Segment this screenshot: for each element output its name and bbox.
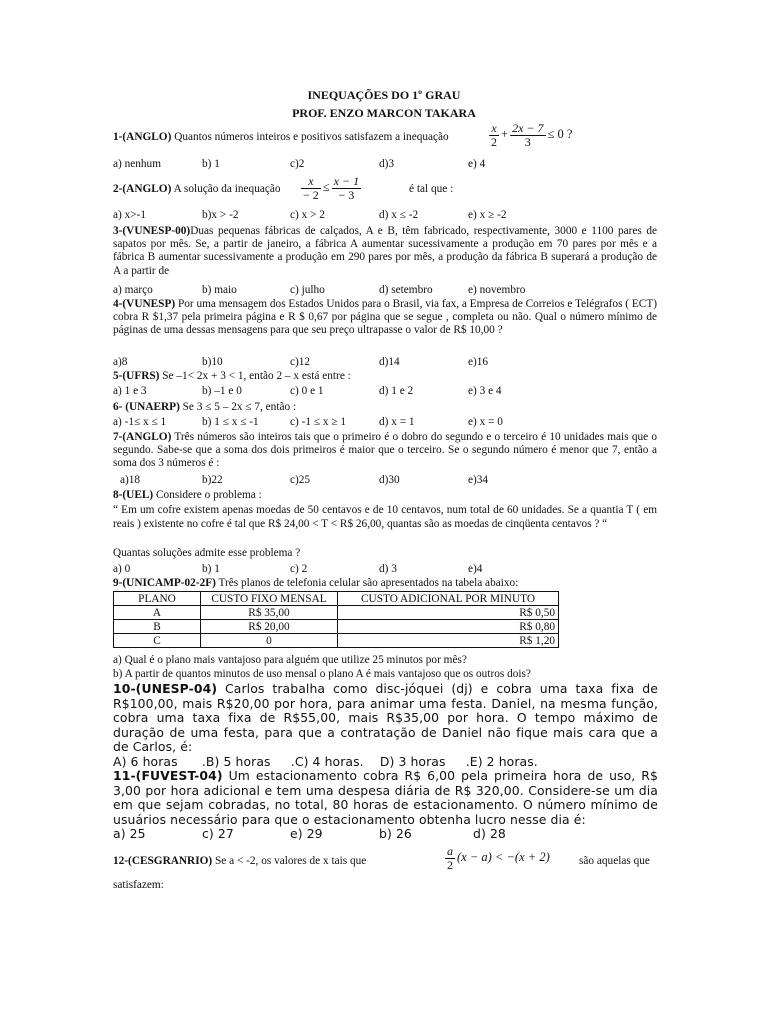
- question-10: 10-(UNESP-04) Carlos trabalha como disc-jóquei (dj) e cobra uma taxa fixa de R$100,00, mais R$20,00 por hora, para animar uma festa. Daniel, na mesma função, cobra uma taxa fixa de R$55,00, mais R$35,00 por hora. O tempo máximo de duração de uma festa, para que a contratação de Daniel não fique mais cara que a de Carlos, é:: [113, 681, 658, 755]
- fraction-1b: $\frac{2x - 7}{3}$: [512, 121, 544, 149]
- question-5: 5-(UFRS) Se –1< 2x + 3 < 1, então 2 – x está entre :: [113, 370, 351, 382]
- question-4-options: a)8 b)10 c)12 d)14 e)16: [113, 356, 489, 368]
- question-9-part-b: b) A partir de quantos minutos de uso mensal o plano A é mais vantajoso que os outros dois?: [113, 668, 531, 680]
- question-7-options: a)18 b)22 c)25 d)30 e)34: [120, 474, 489, 486]
- table-cell: R$ 0,50: [338, 606, 559, 620]
- question-8: 8-(UEL) Considere o problema :: [113, 489, 262, 501]
- table-row: [114, 606, 559, 620]
- table-header: CUSTO ADICIONAL POR MINUTO: [338, 592, 559, 606]
- question-8-ask: Quantas soluções admite esse problema ?: [113, 547, 301, 559]
- question-3-options: a) março b) maio c) julho d) setembro e) novembro: [113, 284, 526, 296]
- table-header: CUSTO FIXO MENSAL: [201, 592, 338, 606]
- question-6: 6- (UNAERP) Se 3 ≤ 5 – 2x ≤ 7, então :: [113, 401, 297, 413]
- question-8-options: a) 0 b) 1 c) 2 d) 3 e)4: [113, 563, 483, 575]
- table-cell: R$ 20,00: [201, 620, 338, 634]
- question-4: 4-(VUNESP) Por uma mensagem dos Estados Unidos para o Brasil, via fax, a Empresa de Correios e Telégrafos ( ECT) cobra R $1,37 pela primeira página e R $ 0,67 por página que se segue , completa ou não. Qual o número mínimo de páginas de uma dessas mensagens para que seu preço ultrapasse o valor de R$ 10,00 ?: [113, 298, 657, 337]
- option-d: d)3: [379, 158, 395, 170]
- plans-table: [113, 591, 559, 648]
- question-7: 7-(ANGLO) Três números são inteiros tais que o primeiro é o dobro do segundo e o terceiro é 10 unidades mais que o segundo. Sabe-se que a soma dos dois primeiros é maior que o terceiro. Se o segundo número é menor que 7, então a soma dos 3 números é :: [113, 431, 657, 470]
- table-cell: R$ 35,00: [201, 606, 338, 620]
- table-cell: C: [114, 634, 201, 648]
- question-10-options: A) 6 horas .B) 5 horas .C) 4 horas. D) 3 horas .E) 2 horas.: [113, 754, 538, 769]
- question-6-options: a) -1≤ x ≤ 1 b) 1 ≤ x ≤ -1 c) -1 ≤ x ≥ 1 d) x = 1 e) x = 0: [113, 416, 503, 428]
- table-cell: 0: [201, 634, 338, 648]
- question-3: 3-(VUNESP-00)Duas pequenas fábricas de calçados, A e B, têm fabricado, respectivamente, 3000 e 1100 pares de sapatos por mês. Se, a partir de janeiro, a fábrica A aumentar sucessivamente a produção em 70 pares por mês e a fábrica B aumentar sucessivamente a produção em 290 pares por mês, a produção da fábrica B superará a produção de A a partir de: [113, 225, 657, 277]
- document-title: INEQUAÇÕES DO 1º GRAU: [307, 88, 461, 102]
- table-row: [114, 620, 559, 634]
- option-b: b) 1: [202, 158, 220, 170]
- question-1-inequality: $\frac{x}{2}$ + $\frac{2x - 7}{3}$ ≤ 0 ?: [491, 121, 573, 149]
- question-12-inequality: $\frac{a}{2}$ (x − a) < −(x + 2): [447, 844, 550, 872]
- table-header: PLANO: [114, 592, 201, 606]
- option-e: e) 4: [468, 158, 486, 170]
- question-11-options: a) 25 c) 27 e) 29 b) 26 d) 28: [113, 826, 506, 841]
- option-a: a) nenhum: [113, 158, 161, 170]
- question-11: 11-(FUVEST-04) Um estacionamento cobra R$ 6,00 pela primeira hora de uso, R$ 3,00 por hora adicional e tem uma despesa diária de R$ 320,00. Considere-se um dia em que sejam cobradas, no total, 80 horas de estacionamento. O número mínimo de usuários necessário para que o estacionamento obtenha lucro nesse dia é:: [113, 768, 658, 827]
- question-1-text: Quantos números inteiros e positivos satisfazem a inequação: [171, 131, 449, 143]
- question-12: 12-(CESGRANRIO) Se a < -2, os valores de x tais que $\frac{a}{2}$ (x − a) < −(x + 2) são aquelas que: [113, 844, 650, 872]
- document-author: PROF. ENZO MARCON TAKARA: [292, 106, 476, 120]
- question-9-part-a: a) Qual é o plano mais vantajoso para alguém que utilize 25 minutos por mês?: [113, 654, 467, 666]
- table-row: [114, 634, 559, 648]
- fraction-1a: $\frac{x}{2}$: [491, 121, 497, 149]
- table-cell: A: [114, 606, 201, 620]
- table-cell: R$ 1,20: [338, 634, 559, 648]
- question-1-options: [113, 158, 673, 172]
- table-cell: R$ 0,80: [338, 620, 559, 634]
- question-12-tail: satisfazem:: [113, 879, 164, 891]
- question-2-number: 2-(ANGLO): [113, 183, 172, 195]
- question-2-options: a) x>-1 b)x > -2 c) x > 2 d) x ≤ -2 e) x ≥ -2: [113, 209, 507, 221]
- question-1-number: 1-(ANGLO): [113, 131, 172, 143]
- table-cell: B: [114, 620, 201, 634]
- question-2-text: A solução da inequação: [171, 183, 281, 195]
- question-2-inequality: $\frac{x}{- 2}$ ≤ $\frac{x - 1}{- 3}$: [303, 174, 360, 202]
- question-2: 2-(ANGLO) A solução da inequação $\frac{x}{- 2}$ ≤ $\frac{x - 1}{- 3}$ é tal que :: [113, 174, 454, 202]
- table-header-row: [114, 592, 559, 606]
- question-9: 9-(UNICAMP-02-2F) Três planos de telefonia celular são apresentados na tabela abaixo:: [113, 577, 519, 589]
- question-1: [113, 122, 657, 152]
- question-5-options: a) 1 e 3 b) –1 e 0 c) 0 e 1 d) 1 e 2 e) 3 e 4: [113, 385, 502, 397]
- option-c: c)2: [290, 158, 305, 170]
- question-8-quote: “ Em um cofre existem apenas moedas de 50 centavos e de 10 centavos, num total de 60 unidades. Se a quantia T ( em reais ) existente no cofre é tal que R$ 24,00 < T < R$ 26,00, quantas são as moedas de cinqüenta centavos ? “: [113, 504, 657, 530]
